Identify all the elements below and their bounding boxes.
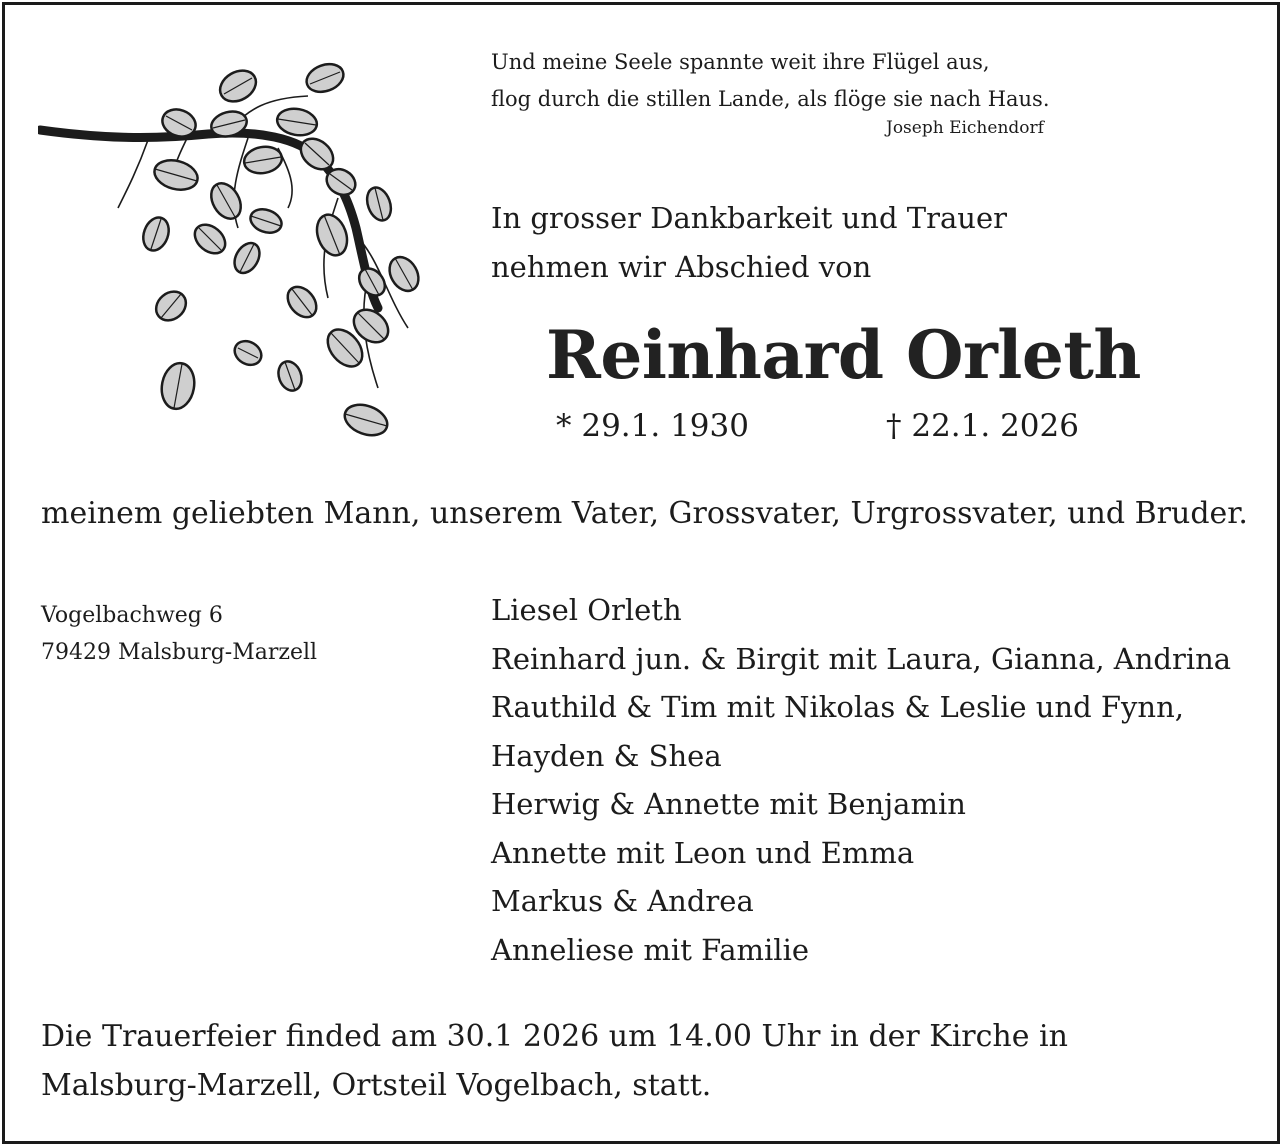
- mourner-line: Herwig & Annette mit Benjamin: [491, 787, 966, 821]
- death-date: † 22.1. 2026: [886, 408, 1079, 444]
- quote-block: [491, 44, 1050, 118]
- deceased-name: Reinhard Orleth: [546, 316, 1141, 394]
- branch-with-leaves-icon: [38, 58, 438, 448]
- mourner-line: Anneliese mit Familie: [491, 932, 810, 967]
- ceremony-line: Die Trauerfeier finded am 30.1 2026 um 14.00 Uhr in der Kirche in: [41, 1019, 1068, 1054]
- mourner-line: Liesel Orleth: [491, 593, 682, 627]
- ceremony-notice: [41, 1012, 1068, 1110]
- birth-date: * 29.1. 1930: [556, 408, 749, 444]
- address-street: Vogelbachweg 6: [41, 603, 223, 628]
- address-block: [41, 597, 317, 671]
- mourners-list: [491, 586, 1231, 974]
- mourner-line: Hayden & Shea: [491, 738, 722, 773]
- mourner-line: Markus & Andrea: [491, 884, 754, 918]
- mourner-line: Annette mit Leon und Emma: [491, 835, 915, 870]
- intro-text: [491, 194, 1007, 292]
- relation-text: meinem geliebten Mann, unserem Vater, Grossvater, Urgrossvater, und Bruder.: [41, 496, 1248, 531]
- intro-line: In grosser Dankbarkeit und Trauer: [491, 201, 1007, 235]
- quote-author: Joseph Eichendorf: [886, 118, 1044, 138]
- quote-line: Und meine Seele spannte weit ihre Flügel aus,: [491, 50, 990, 74]
- ceremony-line: Malsburg-Marzell, Ortsteil Vogelbach, statt.: [41, 1068, 712, 1103]
- intro-line: nehmen wir Abschied von: [491, 250, 872, 284]
- mourner-line: Rauthild & Tim mit Nikolas & Leslie und Fynn,: [491, 690, 1184, 724]
- address-city: 79429 Malsburg-Marzell: [41, 640, 318, 665]
- mourner-line: Reinhard jun. & Birgit mit Laura, Gianna, Andrina: [491, 641, 1232, 676]
- quote-line: flog durch die stillen Lande, als flöge sie nach Haus.: [491, 87, 1050, 111]
